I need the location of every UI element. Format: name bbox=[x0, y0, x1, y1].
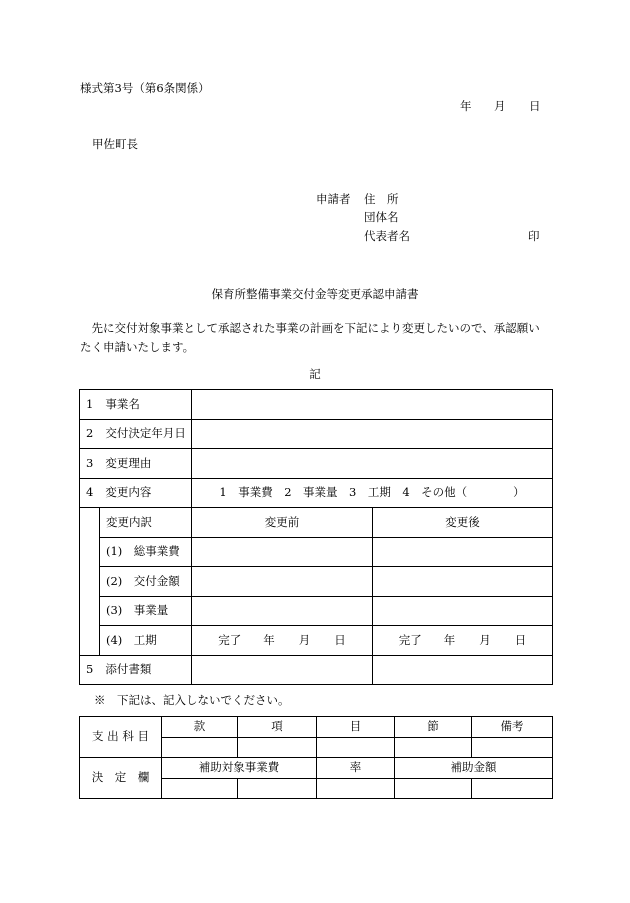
total-cost-before-field[interactable] bbox=[192, 538, 373, 567]
table-row bbox=[80, 508, 553, 538]
account-cell[interactable] bbox=[395, 738, 472, 758]
date-year: 年 bbox=[460, 99, 472, 113]
row-decision-date bbox=[80, 420, 192, 449]
sub-row-project-volume: (3) 事業量 bbox=[100, 597, 192, 626]
office-use-table bbox=[79, 716, 553, 799]
row-attachments bbox=[80, 656, 192, 685]
table-row bbox=[80, 449, 553, 479]
table-row bbox=[80, 656, 553, 685]
decision-cell[interactable] bbox=[317, 779, 395, 799]
completion-word: 完了 bbox=[218, 632, 242, 647]
attachments-field-1[interactable] bbox=[192, 656, 373, 685]
table-row bbox=[80, 758, 553, 779]
ki-heading: 記 bbox=[309, 367, 321, 381]
indent-spacer bbox=[80, 508, 100, 656]
row-number: 2 bbox=[86, 426, 94, 441]
sub-header-after: 変更後 bbox=[373, 508, 553, 538]
row-change-reason bbox=[80, 449, 192, 479]
account-cell[interactable] bbox=[162, 738, 238, 758]
account-cell[interactable] bbox=[238, 738, 317, 758]
table-row bbox=[80, 479, 553, 508]
body-text-line2: たく申請いたします。 bbox=[80, 340, 195, 354]
row-number: 5 bbox=[86, 662, 94, 677]
account-header-remarks: 備考 bbox=[472, 717, 553, 738]
table-row bbox=[80, 420, 553, 449]
date-month: 月 bbox=[494, 99, 506, 113]
date-day: 日 bbox=[529, 99, 541, 113]
account-header-kan: 款 bbox=[162, 717, 238, 738]
account-header-kou: 項 bbox=[238, 717, 317, 738]
decision-cell[interactable] bbox=[238, 779, 317, 799]
row-label: 事業名 bbox=[105, 396, 140, 411]
change-options[interactable]: 1 事業費 2 事業量 3 工期 4 その他（ ） bbox=[192, 479, 553, 508]
decision-label: 決 定 欄 bbox=[80, 758, 162, 799]
decision-cell[interactable] bbox=[162, 779, 238, 799]
applicant-role: 申請者 bbox=[316, 192, 351, 206]
row-label: 添付書類 bbox=[105, 662, 152, 677]
completion-word: 完了 bbox=[398, 632, 422, 647]
completion-day: 日 bbox=[514, 632, 527, 647]
decision-cell[interactable] bbox=[472, 779, 553, 799]
account-header-moku: 目 bbox=[317, 717, 395, 738]
completion-year: 年 bbox=[263, 632, 275, 647]
sub-row-total-cost: (1) 総事業費 bbox=[100, 538, 192, 567]
account-cell[interactable] bbox=[472, 738, 553, 758]
table-row bbox=[80, 390, 553, 420]
grant-amount-after-field[interactable] bbox=[373, 567, 553, 597]
addressee: 甲佐町長 bbox=[92, 137, 138, 151]
account-cell[interactable] bbox=[317, 738, 395, 758]
applicant-address-label: 住 所 bbox=[364, 192, 399, 206]
completion-month: 月 bbox=[298, 632, 311, 647]
completion-day: 日 bbox=[334, 632, 346, 647]
grant-amount-before-field[interactable] bbox=[192, 567, 373, 597]
document-title: 保育所整備事業交付金等変更承認申請書 bbox=[211, 287, 419, 301]
schedule-after-field[interactable] bbox=[373, 626, 553, 656]
sub-row-grant-amount: (2) 交付金額 bbox=[100, 567, 192, 597]
row-number: 4 bbox=[86, 485, 94, 500]
seal-mark: 印 bbox=[528, 229, 540, 243]
row-label: 変更内容 bbox=[105, 485, 152, 500]
project-volume-before-field[interactable] bbox=[192, 597, 373, 626]
main-table bbox=[79, 389, 553, 685]
applicant-representative-label: 代表者名 bbox=[364, 229, 410, 243]
sub-header-label: 変更内訳 bbox=[100, 508, 192, 538]
sub-row-schedule: (4) 工期 bbox=[100, 626, 192, 656]
decision-header-eligible-cost: 補助対象事業費 bbox=[162, 758, 317, 779]
table-row bbox=[80, 717, 553, 738]
row-number: 3 bbox=[86, 455, 94, 470]
form-number: 様式第3号（第6条関係） bbox=[80, 81, 210, 95]
account-label: 支 出 科 目 bbox=[80, 717, 162, 758]
change-reason-field[interactable] bbox=[192, 449, 553, 479]
decision-header-grant-amount: 補助金額 bbox=[395, 758, 553, 779]
schedule-before-field[interactable] bbox=[192, 626, 373, 656]
table-row bbox=[80, 597, 553, 626]
account-header-setsu: 節 bbox=[395, 717, 472, 738]
body-text-line1: 先に交付対象事業として承認された事業の計画を下記により変更したいので、承認願い bbox=[80, 321, 540, 335]
decision-date-field[interactable] bbox=[192, 420, 553, 449]
applicant-org-label: 団体名 bbox=[364, 210, 399, 224]
row-project-name bbox=[80, 390, 192, 420]
row-label: 交付決定年月日 bbox=[105, 426, 186, 441]
total-cost-after-field[interactable] bbox=[373, 538, 553, 567]
attachments-field-2[interactable] bbox=[373, 656, 553, 685]
row-number: 1 bbox=[86, 396, 94, 411]
sub-header-before: 変更前 bbox=[192, 508, 373, 538]
table-row bbox=[80, 626, 553, 656]
table-row bbox=[80, 538, 553, 567]
decision-cell[interactable] bbox=[395, 779, 472, 799]
note-text: ※ 下記は、記入しないでください。 bbox=[94, 693, 290, 707]
row-label: 変更理由 bbox=[105, 455, 152, 470]
completion-year: 年 bbox=[443, 632, 456, 647]
project-volume-after-field[interactable] bbox=[373, 597, 553, 626]
row-change-content bbox=[80, 479, 192, 508]
table-row bbox=[80, 567, 553, 597]
project-name-field[interactable] bbox=[192, 390, 553, 420]
completion-month: 月 bbox=[479, 632, 491, 647]
decision-header-rate: 率 bbox=[317, 758, 395, 779]
